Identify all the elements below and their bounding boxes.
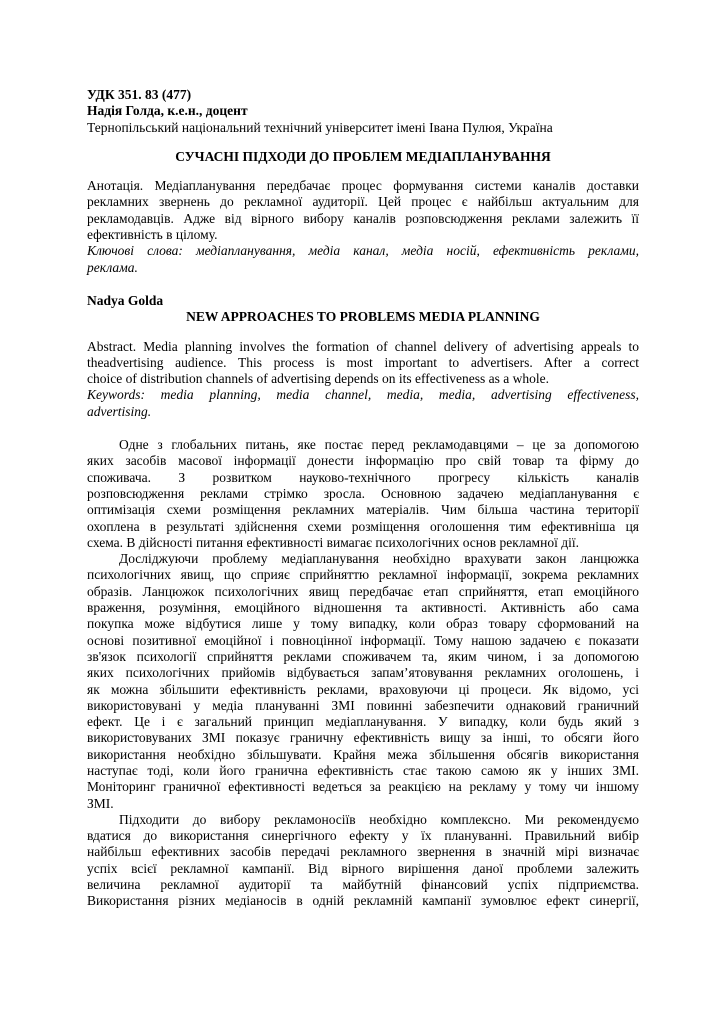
body-line: психологічних явищ, що сприяє сприйняттю рекламної інформації, зокрема рекламних: [87, 567, 639, 583]
author-en: Nadya Golda: [87, 292, 164, 308]
author-ua: Надія Голда, к.е.н., доцент: [87, 103, 248, 119]
body-line: наступає тоді, коли його гранична ефективність стає такою самою як у інших ЗМІ.: [87, 762, 639, 778]
body-line: успіх всієї рекламної кампанії. Від вірного вирішення даної проблеми залежить: [87, 860, 639, 876]
keywords-ua-line: Ключові слова: медіапланування, медіа канал, медіа носій, ефективність реклами,: [87, 243, 639, 259]
abstract-ua-line: Анотація. Медіапланування передбачає процес формування системи каналів доставки: [87, 178, 639, 194]
body-line: вдатися до використання синергічного ефекту у їх плануванні. Правильний вибір: [87, 828, 639, 844]
body-line: використання необхідно збільшувати. Крайня межа збільшення обсягів використання: [87, 746, 639, 762]
keywords-en-line: Keywords: media planning, media channel, media, media, advertising effectiveness,: [87, 387, 639, 403]
title-ua: СУЧАСНІ ПІДХОДИ ДО ПРОБЛЕМ МЕДІАПЛАНУВАННЯ: [175, 148, 551, 164]
title-en: NEW APPROACHES TO PROBLEMS MEDIA PLANNING: [186, 309, 540, 325]
abstract-en-line: choice of distribution channels of advertising depends on its effectiveness as a whole.: [87, 371, 549, 387]
body-paragraph-2: [87, 551, 639, 812]
keywords-en-line: advertising.: [87, 403, 152, 419]
body-line: як можна збільшити ефективність реклами, враховуючи ці процеси. Як відомо, усі: [87, 681, 639, 697]
body-line: схема. В дійсності питання ефективності вимагає психологічних основ рекламної дії.: [87, 534, 579, 550]
keywords-ua-line: реклама.: [87, 259, 138, 275]
body-line: величина рекламної аудиторії та майбутній фінансовий успіх підприємства.: [87, 877, 639, 893]
body-line: оптимізація схеми розміщення рекламних матеріалів. Чим більша частина території: [87, 502, 639, 518]
body-paragraph-1: [87, 437, 639, 551]
body-line: Досліджуючи проблему медіапланування необхідно врахувати закон ланцюжка: [119, 551, 639, 567]
udk-code: УДК 351. 83 (477): [87, 87, 192, 102]
body-line: використовуваних ЗМІ показує граничну ефективність вищу за інші, то обсяги його: [87, 730, 639, 746]
body-line: Використання різних медіаносів в одній рекламній кампанії зумовлює ефект синергії,: [87, 893, 639, 909]
body-line: охоплена в результаті здійснення схеми розміщення оголошення тим ефективніша ця: [87, 518, 639, 534]
body-line: ЗМІ.: [87, 795, 114, 811]
body-line: ефект. Це і є загальний принцип медіапланування. У випадку, коли будь який з: [87, 714, 639, 730]
body-line: розповсюдження реклами стрімко зросла. Основною задачею медіапланування є: [87, 485, 639, 501]
abstract-en-line: Abstract. Media planning involves the formation of channel delivery of advertising appeals to: [87, 338, 639, 354]
body-paragraph-3: [87, 812, 639, 910]
affiliation: Тернопільський національний технічний університет імені Івана Пулюя, Україна: [87, 119, 553, 135]
body-line: основі позитивної емоційної і повноцінної інформації. Тому нашою задачею є показати: [87, 632, 639, 648]
paper-header: [87, 87, 639, 136]
body-line: Одне з глобальних питань, яке постає перед рекламодавцями – це за допомогою: [119, 437, 639, 453]
abstract-ua-line: ефективність в цілому.: [87, 227, 218, 243]
abstract-ua-line: рекламодавців. Адже від вірного вибору каналів розповсюдження реклами залежить її: [87, 210, 639, 226]
abstract-ua-line: рекламних звернень до рекламної аудиторії. Цей процес є найбільш актуальним для: [87, 194, 639, 210]
body-line: покупка може відбутися лише у тому випадку, коли образ товару сформований на: [87, 616, 639, 632]
body-line: використовувані у медіа плануванні ЗМІ повинні забезпечити однаковий граничний: [87, 697, 639, 713]
abstract-en-line: theadvertising audience. This process is most important to advertisers. After a correct: [87, 354, 639, 370]
body-line: зв'язок психології сприйняття реклами споживачем та, яким чином, і за допомогою: [87, 648, 639, 664]
body-line: яких засобів масової інформації донести інформацію про свій товар та фірму до: [87, 453, 639, 469]
abstract-en: [87, 339, 639, 420]
body-line: споживача. З розвитком науково-технічного прогресу кількість каналів: [87, 469, 639, 485]
body-line: Моніторинг граничної ефективності ведеться за реакцією на рекламу у тому чи іншому: [87, 779, 639, 795]
body-line: образів. Ланцюжок психологічних явищ передбачає етап сприйняття, етап емоційного: [87, 583, 639, 599]
page-content: [87, 87, 639, 910]
body-line: яких психологічних прийомів відбувається запам’ятовування рекламних оголошень, і: [87, 665, 639, 681]
body-line: враження, розуміння, емоційного відношення та активності. Активність або сама: [87, 600, 639, 616]
body-line: найбільш ефективних засобів передачі рекламного звернення в значній мірі визначає: [87, 844, 639, 860]
abstract-ua: [87, 178, 639, 276]
body-line: Підходити до вибору рекламоносіїв необхідно комплексно. Ми рекомендуємо: [119, 811, 639, 827]
